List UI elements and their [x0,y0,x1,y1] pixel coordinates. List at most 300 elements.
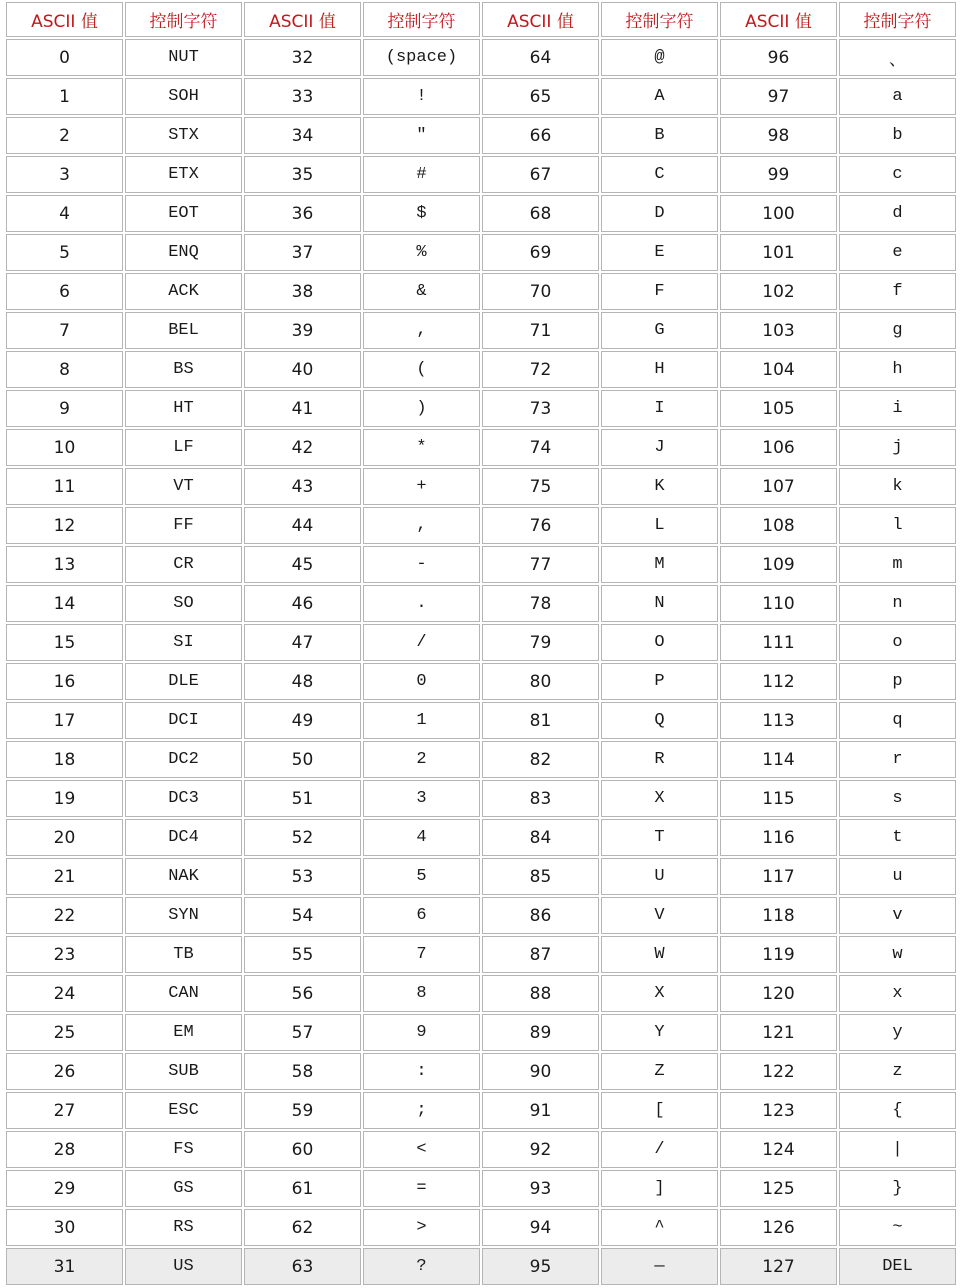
char-cell: J [601,429,718,466]
char-cell: BS [125,351,242,388]
char-cell: SUB [125,1053,242,1090]
char-cell: ^ [601,1209,718,1246]
ascii-table [4,0,958,1287]
ascii-value-cell: 80 [482,663,599,700]
ascii-value-cell: 56 [244,975,361,1012]
table-row [6,546,956,583]
char-cell: k [839,468,956,505]
ascii-value-cell: 63 [244,1248,361,1285]
ascii-value-cell: 103 [720,312,837,349]
ascii-value-cell: 67 [482,156,599,193]
char-cell: r [839,741,956,778]
char-cell: w [839,936,956,973]
char-cell: DLE [125,663,242,700]
char-cell: a [839,78,956,115]
char-cell: p [839,663,956,700]
char-cell: 3 [363,780,480,817]
table-row [6,507,956,544]
char-cell: DCI [125,702,242,739]
ascii-value-cell: 77 [482,546,599,583]
char-cell: STX [125,117,242,154]
char-cell: ) [363,390,480,427]
ascii-value-cell: 36 [244,195,361,232]
ascii-value-cell: 47 [244,624,361,661]
ascii-value-cell: 59 [244,1092,361,1129]
table-row [6,975,956,1012]
char-cell: ESC [125,1092,242,1129]
ascii-value-cell: 16 [6,663,123,700]
char-cell: I [601,390,718,427]
ascii-value-cell: 71 [482,312,599,349]
table-row [6,39,956,76]
ascii-value-cell: 10 [6,429,123,466]
ascii-value-cell: 35 [244,156,361,193]
char-cell: ! [363,78,480,115]
ascii-value-cell: 108 [720,507,837,544]
ascii-value-cell: 95 [482,1248,599,1285]
ascii-value-cell: 65 [482,78,599,115]
table-row [6,390,956,427]
ascii-value-cell: 93 [482,1170,599,1207]
table-row [6,897,956,934]
char-cell: u [839,858,956,895]
char-cell: A [601,78,718,115]
table-row [6,1053,956,1090]
ascii-value-cell: 28 [6,1131,123,1168]
char-cell: 7 [363,936,480,973]
char-cell: } [839,1170,956,1207]
header-ascii-value: ASCII 值 [720,2,837,37]
char-cell: / [601,1131,718,1168]
char-cell: z [839,1053,956,1090]
char-cell: d [839,195,956,232]
table-row [6,663,956,700]
char-cell: F [601,273,718,310]
ascii-value-cell: 15 [6,624,123,661]
ascii-value-cell: 75 [482,468,599,505]
ascii-value-cell: 14 [6,585,123,622]
char-cell: " [363,117,480,154]
ascii-table-container [4,0,956,1287]
ascii-value-cell: 55 [244,936,361,973]
ascii-value-cell: 96 [720,39,837,76]
char-cell: 9 [363,1014,480,1051]
header-control-char: 控制字符 [363,2,480,37]
char-cell: , [363,312,480,349]
ascii-value-cell: 120 [720,975,837,1012]
ascii-value-cell: 125 [720,1170,837,1207]
ascii-value-cell: 39 [244,312,361,349]
ascii-value-cell: 57 [244,1014,361,1051]
ascii-value-cell: 46 [244,585,361,622]
ascii-value-cell: 34 [244,117,361,154]
ascii-value-cell: 27 [6,1092,123,1129]
char-cell: C [601,156,718,193]
ascii-value-cell: 97 [720,78,837,115]
char-cell: n [839,585,956,622]
table-row [6,273,956,310]
ascii-value-cell: 116 [720,819,837,856]
table-row [6,312,956,349]
char-cell: O [601,624,718,661]
char-cell: D [601,195,718,232]
table-row [6,156,956,193]
ascii-value-cell: 54 [244,897,361,934]
header-ascii-value: ASCII 值 [244,2,361,37]
ascii-value-cell: 112 [720,663,837,700]
ascii-value-cell: 5 [6,234,123,271]
char-cell: = [363,1170,480,1207]
char-cell: DC2 [125,741,242,778]
char-cell: L [601,507,718,544]
ascii-value-cell: 121 [720,1014,837,1051]
table-row [6,585,956,622]
ascii-value-cell: 68 [482,195,599,232]
char-cell: X [601,975,718,1012]
ascii-value-cell: 91 [482,1092,599,1129]
char-cell: TB [125,936,242,973]
char-cell: v [839,897,956,934]
char-cell: W [601,936,718,973]
ascii-value-cell: 87 [482,936,599,973]
char-cell: # [363,156,480,193]
char-cell: CR [125,546,242,583]
ascii-value-cell: 29 [6,1170,123,1207]
ascii-value-cell: 123 [720,1092,837,1129]
ascii-value-cell: 8 [6,351,123,388]
ascii-value-cell: 83 [482,780,599,817]
ascii-value-cell: 106 [720,429,837,466]
ascii-value-cell: 74 [482,429,599,466]
char-cell: R [601,741,718,778]
ascii-value-cell: 84 [482,819,599,856]
ascii-value-cell: 90 [482,1053,599,1090]
char-cell: e [839,234,956,271]
char-cell: m [839,546,956,583]
ascii-value-cell: 64 [482,39,599,76]
ascii-value-cell: 118 [720,897,837,934]
char-cell: Y [601,1014,718,1051]
char-cell: K [601,468,718,505]
ascii-value-cell: 45 [244,546,361,583]
ascii-value-cell: 9 [6,390,123,427]
table-row [6,1131,956,1168]
char-cell: 5 [363,858,480,895]
ascii-value-cell: 104 [720,351,837,388]
table-row [6,117,956,154]
char-cell: @ [601,39,718,76]
char-cell: l [839,507,956,544]
char-cell: > [363,1209,480,1246]
char-cell: j [839,429,956,466]
char-cell: c [839,156,956,193]
ascii-value-cell: 26 [6,1053,123,1090]
ascii-value-cell: 113 [720,702,837,739]
ascii-value-cell: 92 [482,1131,599,1168]
ascii-value-cell: 17 [6,702,123,739]
ascii-value-cell: 6 [6,273,123,310]
char-cell: $ [363,195,480,232]
ascii-value-cell: 115 [720,780,837,817]
ascii-value-cell: 19 [6,780,123,817]
char-cell: q [839,702,956,739]
header-ascii-value: ASCII 值 [6,2,123,37]
char-cell: U [601,858,718,895]
char-cell: SI [125,624,242,661]
char-cell: ( [363,351,480,388]
ascii-value-cell: 22 [6,897,123,934]
char-cell: T [601,819,718,856]
ascii-value-cell: 76 [482,507,599,544]
ascii-value-cell: 78 [482,585,599,622]
ascii-value-cell: 117 [720,858,837,895]
char-cell: SO [125,585,242,622]
ascii-value-cell: 101 [720,234,837,271]
ascii-value-cell: 25 [6,1014,123,1051]
ascii-value-cell: 98 [720,117,837,154]
ascii-value-cell: 23 [6,936,123,973]
table-row [6,819,956,856]
char-cell: 0 [363,663,480,700]
ascii-value-cell: 81 [482,702,599,739]
char-cell: DEL [839,1248,956,1285]
char-cell: o [839,624,956,661]
ascii-value-cell: 114 [720,741,837,778]
ascii-value-cell: 31 [6,1248,123,1285]
table-row [6,624,956,661]
ascii-value-cell: 24 [6,975,123,1012]
ascii-value-cell: 42 [244,429,361,466]
char-cell: LF [125,429,242,466]
ascii-value-cell: 41 [244,390,361,427]
char-cell: ENQ [125,234,242,271]
ascii-value-cell: 107 [720,468,837,505]
char-cell: 1 [363,702,480,739]
char-cell: 2 [363,741,480,778]
ascii-value-cell: 48 [244,663,361,700]
ascii-value-cell: 79 [482,624,599,661]
table-row [6,858,956,895]
table-row [6,195,956,232]
ascii-value-cell: 86 [482,897,599,934]
char-cell: ? [363,1248,480,1285]
char-cell: M [601,546,718,583]
ascii-value-cell: 50 [244,741,361,778]
char-cell: b [839,117,956,154]
table-row [6,351,956,388]
table-row [6,1170,956,1207]
char-cell: SYN [125,897,242,934]
char-cell: VT [125,468,242,505]
char-cell: DC3 [125,780,242,817]
char-cell: FS [125,1131,242,1168]
table-row [6,741,956,778]
char-cell: y [839,1014,956,1051]
ascii-value-cell: 20 [6,819,123,856]
char-cell: N [601,585,718,622]
ascii-value-cell: 49 [244,702,361,739]
ascii-value-cell: 102 [720,273,837,310]
char-cell: s [839,780,956,817]
char-cell: BEL [125,312,242,349]
ascii-value-cell: 3 [6,156,123,193]
ascii-value-cell: 51 [244,780,361,817]
char-cell: X [601,780,718,817]
char-cell: SOH [125,78,242,115]
char-cell: h [839,351,956,388]
char-cell: DC4 [125,819,242,856]
char-cell: . [363,585,480,622]
char-cell: [ [601,1092,718,1129]
table-row [6,1209,956,1246]
table-body [6,39,956,1285]
char-cell: NAK [125,858,242,895]
char-cell: EOT [125,195,242,232]
ascii-value-cell: 21 [6,858,123,895]
table-row [6,234,956,271]
char-cell: B [601,117,718,154]
char-cell: < [363,1131,480,1168]
table-row [6,429,956,466]
char-cell: G [601,312,718,349]
ascii-value-cell: 52 [244,819,361,856]
header-control-char: 控制字符 [601,2,718,37]
table-row [6,1092,956,1129]
char-cell: NUT [125,39,242,76]
char-cell: ~ [839,1209,956,1246]
char-cell: GS [125,1170,242,1207]
ascii-value-cell: 99 [720,156,837,193]
char-cell: — [601,1248,718,1285]
char-cell: 4 [363,819,480,856]
ascii-value-cell: 12 [6,507,123,544]
char-cell: : [363,1053,480,1090]
ascii-value-cell: 60 [244,1131,361,1168]
ascii-value-cell: 37 [244,234,361,271]
char-cell: ETX [125,156,242,193]
char-cell: ACK [125,273,242,310]
char-cell: RS [125,1209,242,1246]
ascii-value-cell: 58 [244,1053,361,1090]
char-cell: - [363,546,480,583]
ascii-value-cell: 44 [244,507,361,544]
ascii-value-cell: 1 [6,78,123,115]
header-ascii-value: ASCII 值 [482,2,599,37]
ascii-value-cell: 119 [720,936,837,973]
ascii-value-cell: 126 [720,1209,837,1246]
char-cell: { [839,1092,956,1129]
char-cell: EM [125,1014,242,1051]
ascii-value-cell: 18 [6,741,123,778]
ascii-value-cell: 73 [482,390,599,427]
ascii-value-cell: 43 [244,468,361,505]
ascii-value-cell: 124 [720,1131,837,1168]
ascii-value-cell: 40 [244,351,361,388]
ascii-value-cell: 109 [720,546,837,583]
char-cell: Q [601,702,718,739]
ascii-value-cell: 11 [6,468,123,505]
ascii-value-cell: 88 [482,975,599,1012]
ascii-value-cell: 72 [482,351,599,388]
char-cell: H [601,351,718,388]
char-cell: 8 [363,975,480,1012]
ascii-value-cell: 122 [720,1053,837,1090]
ascii-value-cell: 0 [6,39,123,76]
char-cell: g [839,312,956,349]
table-row [6,1014,956,1051]
ascii-value-cell: 62 [244,1209,361,1246]
ascii-value-cell: 2 [6,117,123,154]
char-cell: & [363,273,480,310]
ascii-value-cell: 66 [482,117,599,154]
header-control-char: 控制字符 [125,2,242,37]
char-cell: Z [601,1053,718,1090]
char-cell: 、 [839,39,956,76]
table-row [6,702,956,739]
char-cell: , [363,507,480,544]
ascii-value-cell: 89 [482,1014,599,1051]
ascii-value-cell: 110 [720,585,837,622]
char-cell: % [363,234,480,271]
ascii-value-cell: 38 [244,273,361,310]
char-cell: t [839,819,956,856]
table-row [6,468,956,505]
char-cell: (space) [363,39,480,76]
table-row [6,936,956,973]
ascii-value-cell: 7 [6,312,123,349]
char-cell: + [363,468,480,505]
char-cell: f [839,273,956,310]
char-cell: 6 [363,897,480,934]
ascii-value-cell: 105 [720,390,837,427]
ascii-value-cell: 33 [244,78,361,115]
char-cell: * [363,429,480,466]
table-row [6,1248,956,1285]
ascii-value-cell: 100 [720,195,837,232]
ascii-value-cell: 13 [6,546,123,583]
char-cell: E [601,234,718,271]
char-cell: US [125,1248,242,1285]
table-row [6,780,956,817]
header-row [6,2,956,37]
ascii-value-cell: 70 [482,273,599,310]
ascii-value-cell: 69 [482,234,599,271]
ascii-value-cell: 82 [482,741,599,778]
ascii-value-cell: 94 [482,1209,599,1246]
char-cell: ] [601,1170,718,1207]
char-cell: P [601,663,718,700]
char-cell: | [839,1131,956,1168]
ascii-value-cell: 85 [482,858,599,895]
char-cell: / [363,624,480,661]
char-cell: HT [125,390,242,427]
ascii-value-cell: 4 [6,195,123,232]
char-cell: FF [125,507,242,544]
table-row [6,78,956,115]
char-cell: x [839,975,956,1012]
char-cell: CAN [125,975,242,1012]
char-cell: ; [363,1092,480,1129]
char-cell: V [601,897,718,934]
ascii-value-cell: 30 [6,1209,123,1246]
ascii-value-cell: 32 [244,39,361,76]
ascii-value-cell: 111 [720,624,837,661]
header-control-char: 控制字符 [839,2,956,37]
ascii-value-cell: 53 [244,858,361,895]
ascii-value-cell: 61 [244,1170,361,1207]
ascii-value-cell: 127 [720,1248,837,1285]
char-cell: i [839,390,956,427]
